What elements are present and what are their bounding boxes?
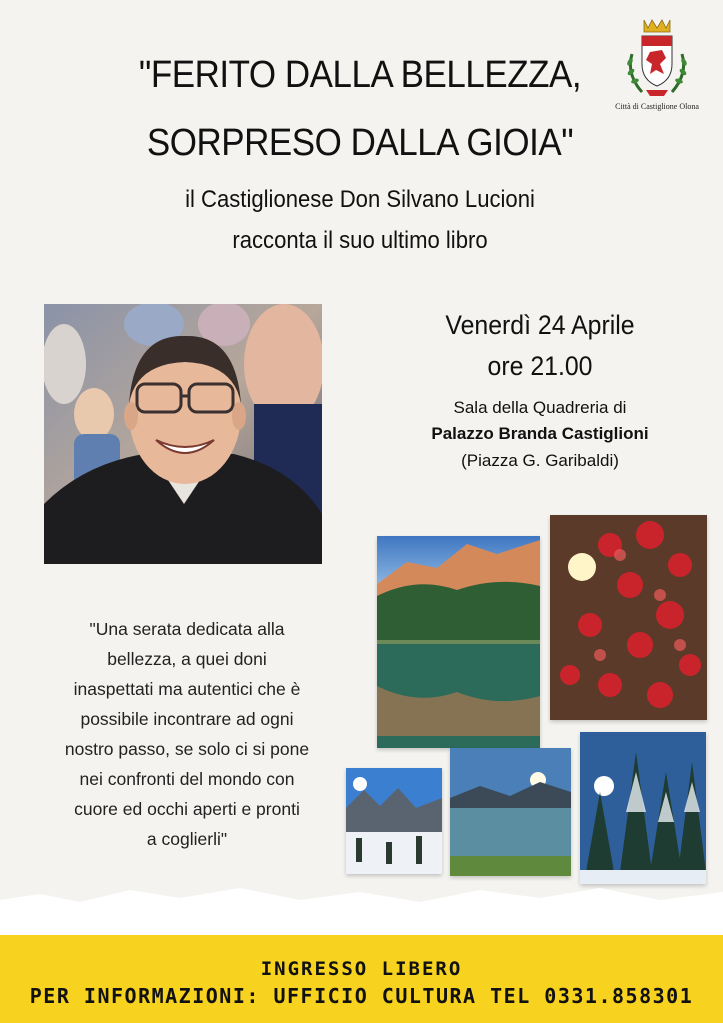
venue-line1: Sala della Quadreria di — [453, 398, 627, 417]
venue-line2: Palazzo Branda Castiglioni — [431, 424, 649, 443]
quote-line: cuore ed occhi aperti e pronti — [74, 799, 300, 819]
event-title-line1: "FERITO DALLA BELLEZZA, — [138, 54, 582, 96]
crest-caption: Città di Castiglione Olona — [615, 102, 699, 111]
crest-icon — [612, 14, 702, 102]
portrait-image — [44, 304, 322, 564]
photo-snowy-peaks — [346, 768, 442, 874]
event-title-line2: SORPRESO DALLA GIOIA" — [146, 122, 574, 164]
quote-line: inaspettati ma autentici che è — [73, 679, 301, 699]
photo-snowy-forest — [580, 732, 706, 884]
town-crest — [612, 14, 702, 114]
subtitle-line2: racconta il suo ultimo libro — [232, 227, 488, 254]
subtitle-line1: il Castiglionese Don Silvano Lucioni — [185, 186, 535, 213]
info-contact-line: PER INFORMAZIONI: UFFICIO CULTURA TEL 0331.858301 — [29, 984, 694, 1008]
quote-line: "Una serata dedicata alla — [89, 619, 285, 639]
photo-red-blossoms — [550, 515, 707, 720]
event-time: ore 21.00 — [487, 351, 593, 381]
event-date: Venerdì 24 Aprile — [445, 310, 635, 340]
quote-line: nostro passo, se solo ci si pone — [64, 739, 310, 759]
free-entry-label: INGRESSO LIBERO — [260, 958, 463, 980]
venue-line3: (Piazza G. Garibaldi) — [461, 451, 619, 470]
event-quote — [36, 614, 338, 854]
quote-line: nei confronti del mondo con — [79, 769, 295, 789]
quote-line: bellezza, a quei doni — [107, 649, 267, 669]
photo-mountain-lake — [377, 536, 540, 748]
speaker-portrait — [44, 304, 322, 564]
quote-line: a coglierli" — [146, 829, 228, 849]
quote-line: possibile incontrare ad ogni — [80, 709, 294, 729]
photo-winter-lake — [450, 748, 571, 876]
